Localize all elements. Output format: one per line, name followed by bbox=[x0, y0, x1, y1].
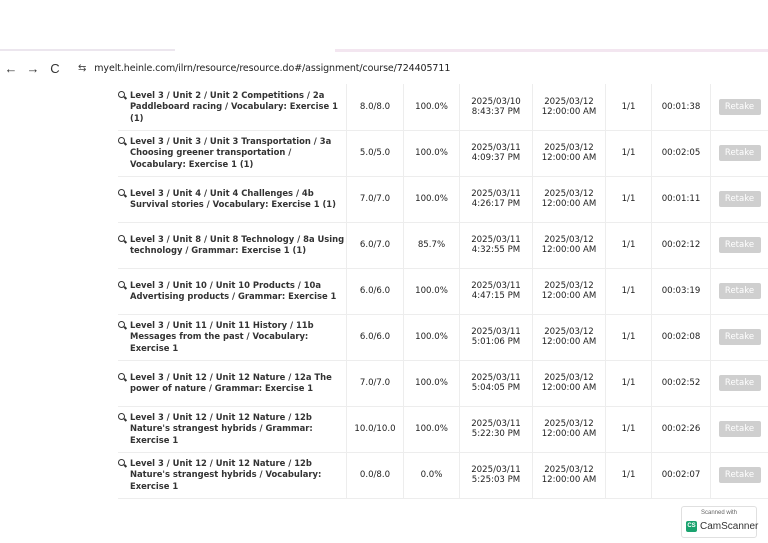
submitted-cell bbox=[460, 176, 533, 222]
tab-underline bbox=[335, 49, 768, 52]
percent-cell: 100.0% bbox=[404, 176, 460, 222]
assignment-title-text[interactable]: Level 3 / Unit 12 / Unit 12 Nature / 12a The power of nature / Grammar: Exercise 1 bbox=[130, 371, 332, 393]
table-row bbox=[118, 176, 768, 222]
submitted-date: 2025/03/11 bbox=[471, 143, 521, 153]
retake-cell bbox=[711, 406, 768, 452]
due-time: 12:00:00 AM bbox=[541, 106, 597, 117]
due-date: 2025/03/12 bbox=[544, 281, 594, 291]
submitted-date: 2025/03/11 bbox=[471, 419, 521, 429]
retake-cell bbox=[711, 84, 768, 130]
due-date: 2025/03/12 bbox=[544, 96, 594, 107]
submitted-time: 8:43:37 PM bbox=[471, 106, 521, 117]
table-row bbox=[118, 314, 768, 360]
due-date: 2025/03/12 bbox=[544, 143, 594, 153]
submitted-cell bbox=[460, 314, 533, 360]
retake-cell bbox=[711, 176, 768, 222]
table-row bbox=[118, 222, 768, 268]
due-date: 2025/03/12 bbox=[544, 419, 594, 429]
submitted-cell bbox=[460, 360, 533, 406]
search-icon[interactable] bbox=[118, 281, 126, 289]
due-cell bbox=[533, 222, 606, 268]
submitted-time: 5:22:30 PM bbox=[471, 429, 521, 439]
retake-button[interactable]: Retake bbox=[719, 467, 761, 483]
time-spent-cell: 00:02:12 bbox=[652, 222, 711, 268]
watermark-brand-name: CamScanner bbox=[700, 521, 759, 532]
time-spent-cell: 00:02:07 bbox=[652, 452, 711, 498]
due-cell bbox=[533, 268, 606, 314]
assignment-cell bbox=[118, 360, 347, 406]
due-date: 2025/03/12 bbox=[544, 327, 594, 337]
score-cell: 6.0/7.0 bbox=[347, 222, 404, 268]
retake-button[interactable]: Retake bbox=[719, 99, 761, 115]
reload-icon[interactable]: C bbox=[50, 60, 60, 76]
search-icon[interactable] bbox=[118, 235, 126, 243]
score-cell: 7.0/7.0 bbox=[347, 176, 404, 222]
percent-cell: 100.0% bbox=[404, 84, 460, 130]
due-cell bbox=[533, 452, 606, 498]
search-icon[interactable] bbox=[118, 321, 126, 329]
camscanner-logo-icon: CS bbox=[686, 521, 697, 532]
due-time: 12:00:00 AM bbox=[541, 245, 597, 255]
submitted-cell bbox=[460, 222, 533, 268]
time-spent-cell: 00:02:52 bbox=[652, 360, 711, 406]
assignment-title[interactable] bbox=[118, 458, 346, 493]
submitted-cell bbox=[460, 406, 533, 452]
attempts-cell: 1/1 bbox=[606, 452, 652, 498]
assignments-table bbox=[118, 84, 768, 499]
assignment-cell bbox=[118, 452, 347, 498]
submitted-time: 5:01:06 PM bbox=[471, 337, 521, 347]
search-icon[interactable] bbox=[118, 137, 126, 145]
assignment-title-text[interactable]: Level 3 / Unit 10 / Unit 10 Products / 10a Advertising products / Grammar: Exercise 1 bbox=[130, 279, 337, 301]
assignment-title[interactable] bbox=[118, 136, 346, 171]
submitted-date: 2025/03/11 bbox=[471, 189, 521, 199]
submitted-time: 5:25:03 PM bbox=[471, 475, 521, 485]
time-spent-cell: 00:03:19 bbox=[652, 268, 711, 314]
percent-cell: 100.0% bbox=[404, 314, 460, 360]
retake-button[interactable]: Retake bbox=[719, 375, 761, 391]
submitted-cell bbox=[460, 268, 533, 314]
submitted-cell bbox=[460, 84, 533, 130]
assignment-cell bbox=[118, 314, 347, 360]
due-cell bbox=[533, 360, 606, 406]
due-cell bbox=[533, 176, 606, 222]
submitted-cell bbox=[460, 130, 533, 176]
percent-cell: 100.0% bbox=[404, 130, 460, 176]
percent-cell: 100.0% bbox=[404, 268, 460, 314]
assignment-title-text[interactable]: Level 3 / Unit 12 / Unit 12 Nature / 12b Nature's strangest hybrids / Grammar: Exercise 1 bbox=[130, 411, 313, 445]
assignment-title[interactable] bbox=[118, 280, 346, 303]
retake-cell bbox=[711, 222, 768, 268]
submitted-date: 2025/03/11 bbox=[471, 327, 521, 337]
due-time: 12:00:00 AM bbox=[541, 429, 597, 439]
search-icon[interactable] bbox=[118, 373, 126, 381]
attempts-cell: 1/1 bbox=[606, 268, 652, 314]
table-row bbox=[118, 452, 768, 498]
submitted-date: 2025/03/11 bbox=[471, 235, 521, 245]
assignment-title[interactable] bbox=[118, 188, 346, 211]
due-cell bbox=[533, 130, 606, 176]
submitted-date: 2025/03/11 bbox=[471, 373, 521, 383]
due-date: 2025/03/12 bbox=[544, 235, 594, 245]
due-date: 2025/03/12 bbox=[544, 373, 594, 383]
due-time: 12:00:00 AM bbox=[541, 153, 597, 163]
assignment-title-text[interactable]: Level 3 / Unit 11 / Unit 11 History / 11b Messages from the past / Vocabulary: Exercise 1 bbox=[130, 319, 314, 353]
assignment-cell bbox=[118, 222, 347, 268]
forward-arrow-icon[interactable]: → bbox=[26, 60, 40, 76]
retake-button[interactable]: Retake bbox=[719, 329, 761, 345]
retake-button[interactable]: Retake bbox=[719, 191, 761, 207]
score-cell: 6.0/6.0 bbox=[347, 268, 404, 314]
assignment-cell bbox=[118, 130, 347, 176]
retake-cell bbox=[711, 452, 768, 498]
submitted-time: 5:04:05 PM bbox=[471, 383, 521, 393]
due-time: 12:00:00 AM bbox=[541, 383, 597, 393]
submitted-date: 2025/03/11 bbox=[471, 281, 521, 291]
percent-cell: 85.7% bbox=[404, 222, 460, 268]
table-row bbox=[118, 84, 768, 130]
attempts-cell: 1/1 bbox=[606, 130, 652, 176]
assignment-title[interactable] bbox=[118, 90, 346, 125]
due-time: 12:00:00 AM bbox=[541, 475, 597, 485]
search-icon[interactable] bbox=[118, 189, 126, 197]
table-row bbox=[118, 360, 768, 406]
time-spent-cell: 00:02:05 bbox=[652, 130, 711, 176]
assignment-cell bbox=[118, 176, 347, 222]
retake-cell bbox=[711, 360, 768, 406]
attempts-cell: 1/1 bbox=[606, 222, 652, 268]
submitted-time: 4:09:37 PM bbox=[471, 153, 521, 163]
due-cell bbox=[533, 314, 606, 360]
time-spent-cell: 00:01:11 bbox=[652, 176, 711, 222]
time-spent-cell: 00:02:08 bbox=[652, 314, 711, 360]
retake-button[interactable]: Retake bbox=[719, 283, 761, 299]
browser-toolbar bbox=[0, 56, 768, 80]
due-date: 2025/03/12 bbox=[544, 189, 594, 199]
retake-button[interactable]: Retake bbox=[719, 421, 761, 437]
percent-cell: 0.0% bbox=[404, 452, 460, 498]
site-info-icon[interactable]: ⇆ bbox=[78, 62, 87, 74]
back-arrow-icon[interactable]: ← bbox=[4, 60, 18, 76]
table-row bbox=[118, 268, 768, 314]
time-spent-cell: 00:02:26 bbox=[652, 406, 711, 452]
submitted-cell bbox=[460, 452, 533, 498]
submitted-time: 4:26:17 PM bbox=[471, 199, 521, 209]
due-time: 12:00:00 AM bbox=[541, 337, 597, 347]
assignment-title[interactable] bbox=[118, 412, 346, 447]
assignment-title-text[interactable]: Level 3 / Unit 2 / Unit 2 Competitions / 2a Paddleboard racing / Vocabulary: Exercise 1 (1) bbox=[130, 89, 338, 123]
tab-strip-edge bbox=[0, 49, 768, 52]
percent-cell: 100.0% bbox=[404, 360, 460, 406]
due-cell bbox=[533, 84, 606, 130]
attempts-cell: 1/1 bbox=[606, 406, 652, 452]
due-time: 12:00:00 AM bbox=[541, 291, 597, 301]
watermark-brand bbox=[686, 521, 758, 532]
attempts-cell: 1/1 bbox=[606, 176, 652, 222]
time-spent-cell: 00:01:38 bbox=[652, 84, 711, 130]
retake-cell bbox=[711, 314, 768, 360]
table-row bbox=[118, 130, 768, 176]
search-icon[interactable] bbox=[118, 459, 126, 467]
assignment-cell bbox=[118, 84, 347, 130]
attempts-cell: 1/1 bbox=[606, 360, 652, 406]
assignment-title[interactable] bbox=[118, 372, 346, 395]
submitted-time: 4:47:15 PM bbox=[471, 291, 521, 301]
watermark-caption: Scanned with bbox=[700, 510, 738, 516]
submitted-time: 4:32:55 PM bbox=[471, 245, 521, 255]
tab-underline bbox=[0, 49, 175, 51]
assignment-title-text[interactable]: Level 3 / Unit 4 / Unit 4 Challenges / 4b Survival stories / Vocabulary: Exercise 1 (1) bbox=[130, 187, 336, 209]
percent-cell: 100.0% bbox=[404, 406, 460, 452]
assignment-title[interactable] bbox=[118, 320, 346, 355]
table-row bbox=[118, 406, 768, 452]
assignment-title-text[interactable]: Level 3 / Unit 12 / Unit 12 Nature / 12b Nature's strangest hybrids / Vocabulary: Exercise 1 bbox=[130, 457, 322, 491]
due-time: 12:00:00 AM bbox=[541, 199, 597, 209]
assignment-title[interactable] bbox=[118, 234, 346, 257]
assignment-title-text[interactable]: Level 3 / Unit 8 / Unit 8 Technology / 8a Using technology / Grammar: Exercise 1 (1) bbox=[130, 233, 345, 255]
attempts-cell: 1/1 bbox=[606, 314, 652, 360]
due-date: 2025/03/12 bbox=[544, 465, 594, 475]
score-cell: 10.0/10.0 bbox=[347, 406, 404, 452]
score-cell: 5.0/5.0 bbox=[347, 130, 404, 176]
search-icon[interactable] bbox=[118, 413, 126, 421]
score-cell: 6.0/6.0 bbox=[347, 314, 404, 360]
camscanner-watermark bbox=[681, 506, 757, 538]
retake-button[interactable]: Retake bbox=[719, 145, 761, 161]
score-cell: 7.0/7.0 bbox=[347, 360, 404, 406]
address-bar[interactable] bbox=[78, 63, 450, 74]
score-cell: 0.0/8.0 bbox=[347, 452, 404, 498]
retake-cell bbox=[711, 268, 768, 314]
score-cell: 8.0/8.0 bbox=[347, 84, 404, 130]
attempts-cell: 1/1 bbox=[606, 84, 652, 130]
url-text: myelt.heinle.com/ilrn/resource/resource.do#/assignment/course/724405711 bbox=[94, 62, 451, 74]
due-cell bbox=[533, 406, 606, 452]
search-icon[interactable] bbox=[118, 91, 126, 99]
submitted-date: 2025/03/10 bbox=[471, 96, 521, 107]
retake-cell bbox=[711, 130, 768, 176]
assignment-title-text[interactable]: Level 3 / Unit 3 / Unit 3 Transportation / 3a Choosing greener transportation / Vocabulary: Exercise 1 (1) bbox=[130, 135, 332, 169]
assignment-cell bbox=[118, 406, 347, 452]
retake-button[interactable]: Retake bbox=[719, 237, 761, 253]
assignment-cell bbox=[118, 268, 347, 314]
submitted-date: 2025/03/11 bbox=[471, 465, 521, 475]
